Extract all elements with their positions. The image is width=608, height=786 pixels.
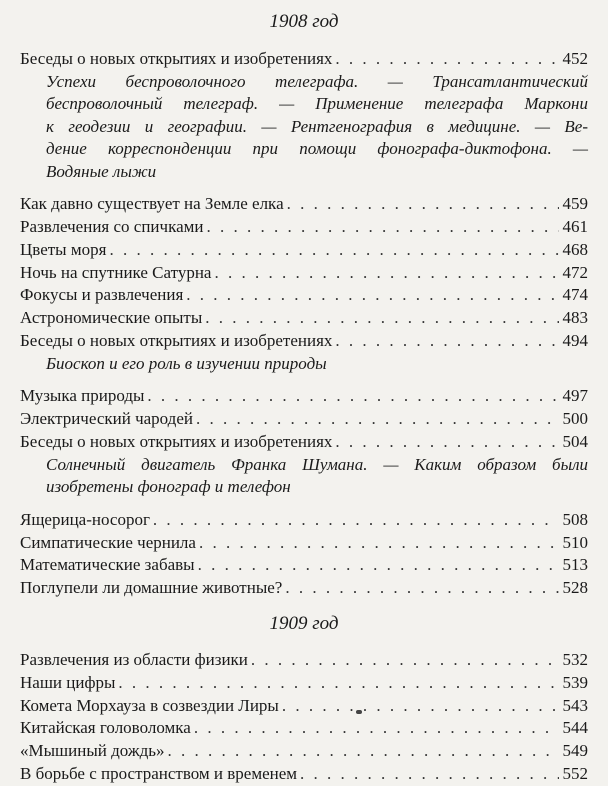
dot-leader bbox=[198, 554, 559, 577]
entry-title: Цветы моря bbox=[20, 239, 107, 259]
entry-title: Ящерица-носорог bbox=[20, 509, 150, 529]
entry-title: Математические забавы bbox=[20, 555, 195, 575]
entry-title: Ночь на спутнике Сатурна bbox=[20, 262, 212, 282]
toc-entry[interactable] bbox=[20, 330, 588, 353]
year-heading-1909: 1909 год bbox=[269, 612, 339, 634]
entry-title: В борьбе с пространством и временем bbox=[20, 763, 298, 783]
dot-leader bbox=[186, 284, 558, 307]
page-number: 508 bbox=[562, 509, 588, 529]
toc-entry[interactable] bbox=[20, 554, 588, 577]
toc-entry[interactable] bbox=[20, 577, 588, 600]
toc-entry[interactable] bbox=[20, 695, 588, 718]
entry-title: Развлечения со спичками bbox=[20, 217, 204, 237]
page-number: 459 bbox=[562, 194, 588, 214]
page-number: 544 bbox=[562, 718, 588, 738]
subtitle-line: Водяные лыжи bbox=[46, 161, 157, 181]
page-number: 528 bbox=[562, 578, 588, 598]
page-number: 474 bbox=[562, 285, 588, 305]
dot-leader bbox=[167, 740, 558, 763]
entry-title: «Мышиный дождь» bbox=[20, 741, 165, 761]
toc-entry[interactable] bbox=[20, 48, 588, 71]
toc-entry[interactable] bbox=[20, 532, 588, 555]
toc-entry[interactable] bbox=[20, 740, 588, 763]
page-number: 452 bbox=[562, 49, 588, 68]
page-number: 483 bbox=[562, 308, 588, 328]
entry-subtitle bbox=[20, 353, 588, 376]
year-heading-1908: 1908 год bbox=[269, 11, 339, 32]
toc-entry[interactable] bbox=[20, 408, 588, 431]
entry-title: Симпатические чернила bbox=[20, 532, 196, 552]
page-number: 549 bbox=[562, 741, 588, 761]
entry-title: Беседы о новых открытиях и изобретениях bbox=[20, 331, 333, 351]
page-number: 504 bbox=[562, 431, 588, 451]
entry-title: Комета Морхауза в созвездии Лиры bbox=[20, 695, 279, 715]
toc-entry[interactable] bbox=[20, 649, 588, 672]
toc-entry[interactable] bbox=[20, 763, 588, 786]
dot-leader bbox=[335, 431, 558, 454]
entry-subtitle bbox=[20, 71, 588, 184]
entry-title: Развлечения из области физики bbox=[20, 649, 248, 669]
toc-entry[interactable] bbox=[20, 284, 588, 307]
page-number: 552 bbox=[562, 763, 588, 783]
dot-leader bbox=[205, 307, 558, 330]
entry-title: Электрический чародей bbox=[20, 409, 193, 429]
page-number: 500 bbox=[562, 409, 588, 429]
entry-title: Китайская головоломка bbox=[20, 718, 191, 738]
entry-title: Наши цифры bbox=[20, 672, 116, 692]
page-number: 461 bbox=[562, 217, 588, 237]
dot-leader bbox=[287, 193, 559, 216]
page-number: 494 bbox=[562, 331, 588, 351]
toc-entry[interactable] bbox=[20, 216, 588, 239]
dot-leader bbox=[153, 509, 559, 532]
entry-subtitle bbox=[20, 454, 588, 499]
subtitle-line: Биоскоп и его роль в изучении природы bbox=[46, 353, 327, 373]
dot-leader bbox=[109, 239, 558, 262]
dot-leader bbox=[199, 532, 559, 555]
toc-entry[interactable] bbox=[20, 672, 588, 695]
toc-entry[interactable] bbox=[20, 262, 588, 285]
page-number: 539 bbox=[562, 672, 588, 692]
page-number: 543 bbox=[562, 695, 588, 715]
dot-leader bbox=[282, 695, 559, 718]
dot-leader bbox=[214, 262, 558, 285]
dot-leader bbox=[196, 408, 559, 431]
subtitle-line: Солнечный двигатель Франка Шумана. — Каким образом были bbox=[46, 454, 588, 474]
page-edge-mark bbox=[356, 710, 362, 714]
dot-leader bbox=[194, 717, 559, 740]
page-number: 497 bbox=[562, 386, 588, 406]
page-number: 532 bbox=[562, 649, 588, 669]
dot-leader bbox=[118, 672, 558, 695]
dot-leader bbox=[335, 48, 558, 71]
subtitle-line: дение корреспонденции при помощи фонографа-диктофона. — bbox=[46, 139, 588, 159]
table-of-contents bbox=[20, 10, 588, 786]
toc-entry[interactable] bbox=[20, 431, 588, 454]
page-number: 472 bbox=[562, 262, 588, 282]
entry-title: Беседы о новых открытиях и изобретениях bbox=[20, 431, 333, 451]
page-number: 468 bbox=[562, 239, 588, 259]
entry-title: Беседы о новых открытиях и изобретениях bbox=[20, 49, 333, 68]
subtitle-line: изобретены фонограф и телефон bbox=[46, 477, 291, 497]
subtitle-line: Успехи беспроволочного телеграфа. — Трансатлантический bbox=[46, 71, 588, 91]
dot-leader bbox=[147, 385, 558, 408]
toc-entry[interactable] bbox=[20, 385, 588, 408]
dot-leader bbox=[251, 649, 559, 672]
subtitle-line: беспроволочный телеграф. — Применение телеграфа Маркони bbox=[46, 94, 588, 114]
entry-title: Как давно существует на Земле елка bbox=[20, 194, 284, 214]
dot-leader bbox=[285, 577, 558, 600]
dot-leader bbox=[300, 763, 558, 786]
toc-entry[interactable] bbox=[20, 239, 588, 262]
toc-entry[interactable] bbox=[20, 307, 588, 330]
entry-title: Поглупели ли домашние животные? bbox=[20, 578, 283, 598]
page-number: 510 bbox=[562, 532, 588, 552]
toc-entry[interactable] bbox=[20, 193, 588, 216]
subtitle-line: к геодезии и географии. — Рентгенография в медицине. — Ве- bbox=[46, 116, 588, 136]
dot-leader bbox=[335, 330, 558, 353]
entry-title: Астрономические опыты bbox=[20, 308, 203, 328]
dot-leader bbox=[206, 216, 558, 239]
toc-entry[interactable] bbox=[20, 717, 588, 740]
page-number: 513 bbox=[562, 555, 588, 575]
entry-title: Фокусы и развлечения bbox=[20, 285, 184, 305]
toc-entry[interactable] bbox=[20, 509, 588, 532]
entry-title: Музыка природы bbox=[20, 386, 145, 406]
